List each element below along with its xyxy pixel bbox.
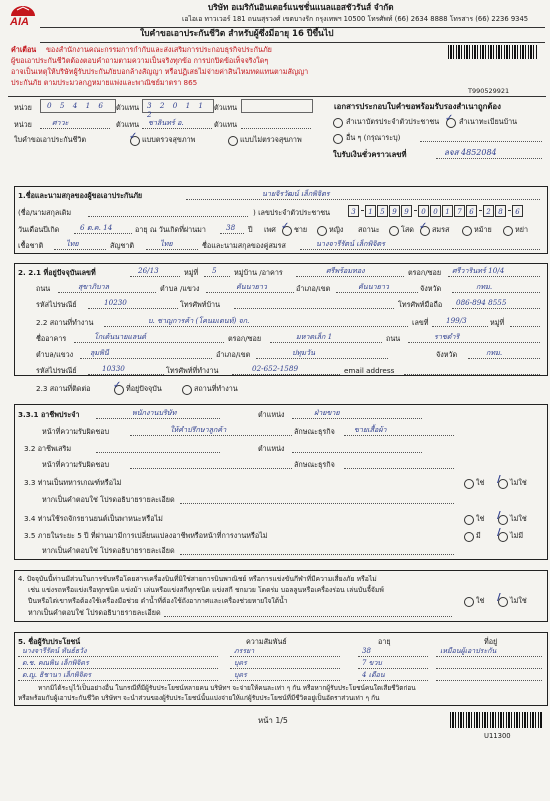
s3-pos-value[interactable]: ฝ่ายขาย [314,408,340,417]
warning-line-3: อาจเป็นเหตุให้บริษัทผู้รับประกันภัยบอกล้างสัญญา หรือปฏิเสธไม่จ่ายค่าสินไหมทดแทนตามสัญญา [11,67,309,76]
id-digit-box[interactable]: 3 [348,205,359,217]
s5-addr-label: ที่อยู่ [484,637,498,646]
id-separator [479,210,482,211]
aia-logo [8,4,38,30]
s2-wsoi-value[interactable]: มหาดเล็ก 1 [296,332,333,341]
s3-occ2-label: 3.2 อาชีพเสริม [24,444,72,453]
s2-contact-label: 2.3 สถานที่ติดต่อ [36,384,91,393]
beneficiary-name[interactable]: ด.ญ. ธิชานา เล็กพิจิตร [22,671,92,679]
beneficiary-line [436,668,542,669]
id-digit-box[interactable]: 6 [512,205,523,217]
doc-other-radio[interactable] [333,134,343,144]
company-address: เอไอเอ ทาวเวอร์ 181 ถนนสุรวงศ์ เขตบางรัก กรุงเทพฯ 10500 โทรศัพท์ (66) 2634 8888 โทรสาร (66) 2236 9345 [182,15,529,23]
s1-sex-label: เพศ [264,225,276,234]
exam-no-health-label: แบบไม่ตรวจสุขภาพ [240,135,302,144]
beneficiary-name[interactable]: ด.ช. คณพิน เล็กพิจิตร [22,659,89,667]
id-digit-box[interactable]: 6 [466,205,477,217]
doc-other-label: อื่น ๆ (กรุณาระบุ) [346,133,401,142]
receipt-value[interactable]: ลจส 4852084 [444,148,497,157]
s1-nation-value[interactable]: ไทย [160,239,173,248]
q4-yes-label: ใช่ [476,596,485,605]
beneficiary-line [18,656,218,657]
s2-soi-label: ตรอก/ซอย [408,268,442,277]
footer-code: U11300 [484,732,511,740]
form-title: ใบคำขอเอาประกันชีวิต สำหรับผู้ซึ่งมีอายุ 16 ปีขึ้นไป [140,29,334,39]
exam-label: ใบคำขอเอาประกันชีวิต [14,135,87,144]
s1-dob-label: วันเดือนปีเกิด [18,225,60,234]
header-barcode [448,45,538,59]
s4-detail: หากเป็นคำตอบใช่ โปรดอธิบายรายละเอียด [28,608,161,617]
s1-male-check: ✓ [281,221,290,232]
company-name: บริษัท อเมริกันอินเตอร์แนชชั่นแนลแอสชัวรันส์ จำกัด [208,2,394,12]
s3-occ-label: 3.3.1 อาชีพประจำ [18,410,80,419]
rep2-label: ตัวแทน [214,103,237,112]
s2-addr-no[interactable]: 26/13 [138,266,159,275]
s2-contact-work-radio[interactable] [182,385,192,395]
s2-wtel-label: โทรศัพท์ที่ทำงาน [166,366,219,375]
s2-district-value[interactable]: คันนายาว [358,282,389,291]
beneficiary-relation[interactable]: บุตร [234,671,247,679]
exam-no-health-radio[interactable] [228,136,238,146]
s1-name-value[interactable]: นายจิรวัฒน์ เล็กพิจิตร [262,189,330,198]
s4-line-2: เช่น แข่งรถหรือแข่งเรือทุกชนิด แข่งม้า เล่นหรือแข่งสกีทุกชนิด แข่งสกี ชกมวย โดดร่ม บอลลูนหรือเครื่องร่อน เล่นบันจี้จัมพ์ [28,586,384,594]
beneficiary-line [18,680,218,681]
q34-yes-label: ใช่ [476,514,485,523]
warning-line-4: ประกันภัย ตามประมวลกฎหมายแพ่งและพาณิชย์มาตรา 865 [11,78,198,87]
footer-barcode [450,712,542,728]
s2-wprov-label: จังหวัด [436,350,458,359]
id-digit-box[interactable]: 2 [483,205,494,217]
s1-race-label: เชื้อชาติ [18,241,44,250]
s2-village-label: หมู่บ้าน /อาคาร [234,268,283,277]
s3-q33-detail: หากเป็นคำตอบใช่ โปรดอธิบายรายละเอียด [42,495,175,504]
unit-label: หน่วย [14,103,32,112]
s3-pos-label: ตำแหน่ง [258,410,285,419]
logo-text: AIA [10,16,29,28]
exam-health-label: แบบตรวจสุขภาพ [142,135,196,144]
s2-zip-label: รหัสไปรษณีย์ [36,300,77,309]
s2-wzip-value[interactable]: 10330 [102,364,125,373]
rep3-label: ตัวแทน [116,120,139,129]
s2-district-label: อำเภอ/เขต [296,284,331,293]
beneficiary-line [230,668,340,669]
s2-tel-label: โทรศัพท์บ้าน [180,300,221,309]
s1-age-value[interactable]: 38 [226,223,236,232]
id-separator [508,210,511,211]
s1-single-label: โสด [401,225,414,234]
page-number: หน้า 1/5 [258,716,288,725]
s3-biz2-label: ลักษณะธุรกิจ [294,460,335,469]
beneficiary-rows [18,646,542,682]
beneficiary-line [230,656,340,657]
s2-work-label: 2.2 สถานที่ทำงาน [36,318,94,327]
beneficiary-line [358,656,428,657]
q35-none-label: ไม่มี [510,531,524,540]
doc-house-reg-label: สำเนาทะเบียนบ้าน [459,117,518,126]
q33-yes-label: ใช่ [476,478,485,487]
receipt-label: ใบรับเงินชั่วคราวเลขที่ [333,150,407,159]
s3-occ-value[interactable]: พนักงานบริษัท [132,408,177,417]
id-separator [414,210,417,211]
q34-no-label: ไม่ใช่ [510,514,527,523]
s3-q35: 3.5 ภายในระยะ 5 ปี ที่ผ่านมามีการเปลี่ยนแปลงอาชีพหรือหน้าที่การงานหรือไม่ [24,531,268,540]
s2-zip-value[interactable]: 10230 [104,298,127,307]
s2-wroad-value[interactable]: ราชดำริ [434,332,460,341]
rep4-label: ตัวแทน [214,120,237,129]
warning-title: คำเตือน [11,45,37,54]
rep3-value[interactable]: ชาลินทร์ อ. [148,118,184,127]
q4-no-label: ไม่ใช่ [510,596,527,605]
beneficiary-age[interactable]: 4 เดือน [362,671,385,679]
s2-province-value[interactable]: กทม. [476,282,493,291]
s1-name-label: 1.ชื่อและนามสกุลของผู้ขอเอาประกันภัย [18,191,143,200]
s1-spouse-value[interactable]: นางจารีรัตน์ เล็กพิจิตร [316,239,385,248]
q4-no-check: / [497,592,501,603]
s3-q33: 3.3 ท่านเป็นทหารเกณฑ์หรือไม่ [24,478,122,487]
doc-house-reg-check: ✓ [445,113,454,124]
beneficiary-line [436,656,542,657]
beneficiary-line [18,668,218,669]
beneficiary-line [358,680,428,681]
s1-divorce-radio[interactable] [503,226,513,236]
s2-wsub-label: ตำบล/แขวง [36,350,74,359]
s2-wroad-label: ถนน [386,334,401,343]
doc-id-card-radio[interactable] [333,118,343,128]
s2-contact-home-label: ที่อยู่ปัจจุบัน [126,384,162,393]
s1-old-name-label: (ชื่อ/นามสกุลเดิม [18,208,72,217]
beneficiary-line [358,668,428,669]
id-digit-box[interactable]: 1 [365,205,376,217]
s1-nation-label: สัญชาติ [110,241,135,250]
s2-work-moo-label: หมู่ที่ [490,318,505,327]
s1-dob-value[interactable]: 6 ต.ค. 14 [80,223,113,232]
s2-subdistrict-value[interactable]: คันนายาว [236,282,267,291]
s4-line-3: ปีนหรือไต่เขาหรือต้องใช้เครื่องมือช่วย ดำน้ำที่ต้องใช้ถังอากาศและเครื่องช่วยหายใจใต้น้ำ [28,597,288,605]
s3-biz-label: ลักษณะธุรกิจ [294,427,335,436]
q34-yes-radio[interactable] [464,515,474,525]
s1-age-unit: ปี [248,225,253,234]
s5-footer-1: หากมิได้ระบุไว้เป็นอย่างอื่น ในกรณีที่มีผู้รับประโยชน์หลายคน บริษัทฯ จะจ่ายให้คนละเท่า ๆ กัน หรือหากผู้รับประโยชน์คนใดเสียชีวิตก่อน [38,684,416,692]
s1-divorce-label: หย่า [515,225,528,234]
s2-moo-label: หมู่ที่ [184,268,199,277]
s2-contact-work-label: สถานที่ทำงาน [194,384,238,393]
unit2-label: หน่วย [14,120,32,129]
s3-q34: 3.4 ท่านใช้รถจักรยานยนต์เป็นพาหนะหรือไม่ [24,514,163,523]
q35-have-radio[interactable] [464,532,474,542]
beneficiary-relation[interactable]: บุตร [234,659,247,667]
s2-wdist-label: อำเภอ/เขต [216,350,251,359]
q33-yes-radio[interactable] [464,479,474,489]
s4-line-1: 4. ปัจจุบันนี้ท่านมีส่วนในการขับหรือโดยสารเครื่องบินที่มิใช่สายการบินพาณิชย์ หรือการแข่งขันกีฬาที่มีความเสี่ยงภัย หรือไม่ [18,575,377,583]
s5-rel-label: ความสัมพันธ์ [246,637,287,646]
s2-work-no-label: เลขที่ [412,318,429,327]
s3-duty2-label: หน้าที่ความรับผิดชอบ [42,460,110,469]
s2-soi-value[interactable]: ศรีวารินทร์ 10/4 [452,266,505,275]
warning-line-2: ผู้ขอเอาประกันชีวิตต้องตอบคำถามตามความเป็นจริงทุกข้อ การปกปิดข้อเท็จจริงใดๆ [11,56,269,65]
id-digit-box[interactable]: 1 [442,205,453,217]
s2-addr-label: 2. 2.1 ที่อยู่ปัจจุบันเลขที่ [18,268,96,277]
s2-wzip-label: รหัสไปรษณีย์ [36,366,77,375]
beneficiary-relation[interactable]: ภรรยา [234,647,255,655]
s2-wtel-value[interactable]: 02-652-1589 [252,364,299,373]
s1-married-check: ✓ [419,221,428,232]
id-digit-box[interactable]: 9 [389,205,400,217]
s2-road-label: ถนน [36,284,51,293]
q35-have-label: มี [476,531,481,540]
id-digit-box[interactable]: 5 [377,205,388,217]
docs-title: เอกสารประกอบใบคำขอพร้อมรับรองสำเนาถูกต้อง [334,102,501,111]
id-digit-box[interactable]: 0 [418,205,429,217]
s5-label: 5. ชื่อผู้รับประโยชน์ [18,637,81,646]
s3-q35-detail: หากเป็นคำตอบใช่ โปรดอธิบายรายละเอียด [42,546,175,555]
rep-label: ตัวแทน [116,103,139,112]
s1-single-radio[interactable] [389,226,399,236]
s2-contact-home-check: ✓ [113,380,122,391]
doc-id-card-label: สำเนาบัตรประจำตัวประชาชน [346,117,440,126]
s2-work-no-value[interactable]: 199/3 [446,316,467,325]
s1-age-label: อายุ ณ วันเกิดที่ผ่านมา [135,225,206,234]
s1-widow-radio[interactable] [462,226,472,236]
section-2 [14,263,548,376]
q34-no-check: / [497,510,501,521]
warning-line-1: ของสำนักงานคณะกรรมการกำกับและส่งเสริมการประกอบธุรกิจประกันภัย [46,45,272,54]
s5-age-label: อายุ [378,637,391,646]
s1-married-label: สมรส [432,225,450,234]
s2-building-value[interactable]: โกเด้นนายแลนด์ [94,332,147,341]
s2-email-label: email address [344,366,395,375]
s2-wprov-value[interactable]: กทม. [486,348,503,357]
s2-mobile-value[interactable]: 086-894 8555 [456,298,507,307]
beneficiary-line [436,680,542,681]
s2-wdist-value[interactable]: ปทุมวัน [292,348,315,357]
s2-province-label: จังหวัด [420,284,442,293]
q4-yes-radio[interactable] [464,597,474,607]
s2-subdistrict-label: ตำบล /แขวง [160,284,200,293]
unit-field[interactable]: 0 5 4 1 6 [40,99,116,113]
s5-footer-2: หรือพร้อมกับผู้เอาประกันชีวิต บริษัทฯ จะนำส่วนของผู้รับประโยชน์นั้นแบ่งจ่ายให้แก่ผู้รับประโยชน์ที่มีชีวิตอยู่เป็นอัตราส่วนเท่า ๆ กัน [18,694,380,702]
s2-village-value[interactable]: ศรีพร้อมทอง [326,266,365,275]
beneficiary-age[interactable]: 7 ขวบ [362,659,382,667]
s1-status-label: สถานะ [358,225,380,234]
s1-spouse-label: ชื่อและนามสกุลของคู่สมรส [202,241,286,250]
q33-no-label: ไม่ใช่ [510,478,527,487]
id-separator [361,210,364,211]
s3-duty-label: หน้าที่ความรับผิดชอบ [42,427,110,436]
s1-widow-label: หม้าย [474,225,492,234]
s3-biz-value[interactable]: ขายเสื้อผ้า [354,425,387,434]
q35-none-check: / [497,527,501,538]
beneficiary-line [230,680,340,681]
id-digit-box[interactable]: 9 [401,205,412,217]
exam-health-check: ✓ [129,131,138,142]
s1-race-value[interactable]: ไทย [66,239,79,248]
id-number-boxes[interactable] [348,205,540,218]
beneficiary-age[interactable]: 38 [362,647,371,655]
s2-moo-value[interactable]: 5 [212,266,217,275]
s2-work-value[interactable]: บ. ชาญการค้า (โคนมเดนท์) จก. [148,316,250,325]
s3-pos2-label: ตำแหน่ง [258,444,285,453]
rep-field[interactable]: 3 2 0 1 1 2 [142,99,214,113]
s2-mobile-label: โทรศัพท์มือถือ [398,300,443,309]
s1-female-label: หญิง [329,225,344,234]
s2-road-value[interactable]: สุขาภิบาล [78,282,110,291]
rep2-field[interactable] [241,99,313,113]
id-digit-box[interactable]: 0 [430,205,441,217]
s1-male-label: ชาย [294,225,308,234]
id-digit-box[interactable]: 8 [495,205,506,217]
unit2-value[interactable]: ศาวะ [52,118,69,127]
beneficiary-address[interactable]: เหมือนผู้เอาประกัน [440,647,497,655]
beneficiary-name[interactable]: นางจารีรัตน์ ทันธ์ธวัง [22,647,87,655]
s1-female-radio[interactable] [317,226,327,236]
s2-building-label: ชื่ออาคาร [36,334,67,343]
serial-number: T990529921 [468,87,510,95]
s3-duty-value[interactable]: ให้คำปรึกษาลูกค้า [170,425,227,434]
s1-id-label: ) เลขประจำตัวประชาชน [253,208,331,217]
s2-wsoi-label: ตรอก/ซอย [228,334,262,343]
q33-no-check: / [497,474,501,485]
id-digit-box[interactable]: 7 [454,205,465,217]
s2-wsub-value[interactable]: ลุมพินี [90,348,109,357]
